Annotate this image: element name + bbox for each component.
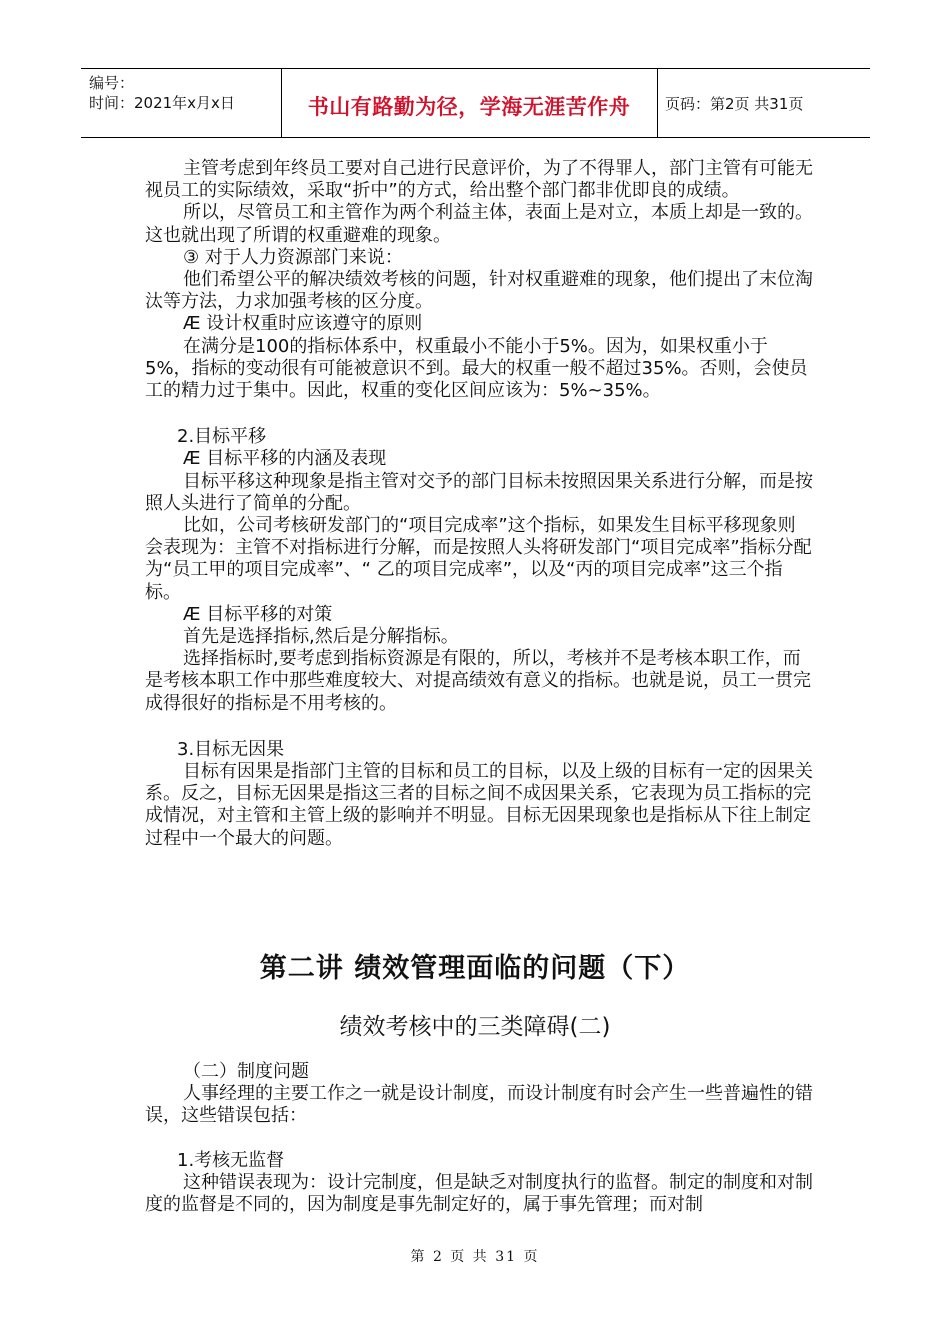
section-heading: （二）制度问题 [183,1061,309,1082]
paragraph: 主管考虑到年终员工要对自己进行民意评价，为了不得罪人，部门主管有可能无视员工的实际绩效，采取“折中”的方式，给出整个部门都非优即良的成绩。 [145,158,813,202]
document-body-upper [145,158,813,850]
document-number-label: 编号： [89,74,135,92]
lecture-subtitle: 绩效考核中的三类障碍(二) [339,1014,611,1040]
paragraph: 所以，尽管员工和主管作为两个利益主体，表面上是对立，本质上却是一致的。这也就出现了所谓的权重避难的现象。 [145,202,813,246]
paragraph: 这种错误表现为：设计完制度，但是缺乏对制度执行的监督。制定的制度和对制度的监督是不同的，因为制度是事先制定好的，属于事先管理；而对制 [145,1171,813,1216]
paragraph: 目标有因果是指部门主管的目标和员工的目标，以及上级的目标有一定的因果关系。反之，目标无因果是指这三者的目标之间不成因果关系，它表现为员工指标的完成情况，对主管和主管上级的影响并不明显。目标无因果现象也是指标从下往上制定过程中一个最大的问题。 [145,761,813,849]
header-divider [657,69,658,137]
paragraph: Æ 设计权重时应该遵守的原则 [183,313,423,335]
document-body-lower [145,1061,813,1216]
paragraph: Æ 目标平移的对策 [183,603,333,625]
section-heading: 2.目标平移 [177,426,267,448]
page-footer: 第 2 页 共 31 页 [410,1249,540,1265]
sub-heading: 1.考核无监督 [177,1149,285,1171]
page-header [81,68,870,138]
section-heading: 3.目标无因果 [177,738,285,760]
document-time-label: 时间：2021年x月x日 [89,94,235,112]
paragraph: 首先是选择指标,然后是分解指标。 [183,626,459,648]
paragraph: 选择指标时,要考虑到指标资源是有限的，所以，考核并不是考核本职工作，而是考核本职工作中那些难度较大、对提高绩效有意义的指标。也就是说，员工一贯完成得很好的指标是不用考核的。 [145,648,811,714]
paragraph: 人事经理的主要工作之一就是设计制度，而设计制度有时会产生一些普遍性的错误，这些错误包括： [145,1083,813,1127]
paragraph: ③ 对于人力资源部门来说： [183,246,403,268]
header-motto: 书山有路勤为径，学海无涯苦作舟 [307,95,631,119]
header-meta [89,73,235,113]
paragraph: Æ 目标平移的内涵及表现 [183,448,387,470]
header-page-info: 页码：第2页 共31页 [665,95,804,113]
paragraph: 他们希望公平的解决绩效考核的问题，针对权重避难的现象，他们提出了末位淘汰等方法，力求加强考核的区分度。 [145,269,813,313]
paragraph: 在满分是100的指标体系中，权重最小不能小于5%。因为，如果权重小于5%，指标的变动很有可能被意识不到。最大的权重一般不超过35%。否则，会使员工的精力过于集中。因此，权重的变化区间应该为：5%~35%。 [145,335,808,402]
paragraph: 比如，公司考核研发部门的“项目完成率”这个指标，如果发生目标平移现象则会表现为：主管不对指标进行分解，而是按照人头将研发部门“项目完成率”指标分配为“员工甲的项目完成率”、“ 乙的项目完成率”，以及“丙的项目完成率”这三个指标。 [145,515,812,603]
lecture-title: 第二讲 绩效管理面临的问题（下） [259,953,691,984]
paragraph: 目标平移这种现象是指主管对交予的部门目标未按照因果关系进行分解，而是按照人头进行了简单的分配。 [145,470,813,514]
